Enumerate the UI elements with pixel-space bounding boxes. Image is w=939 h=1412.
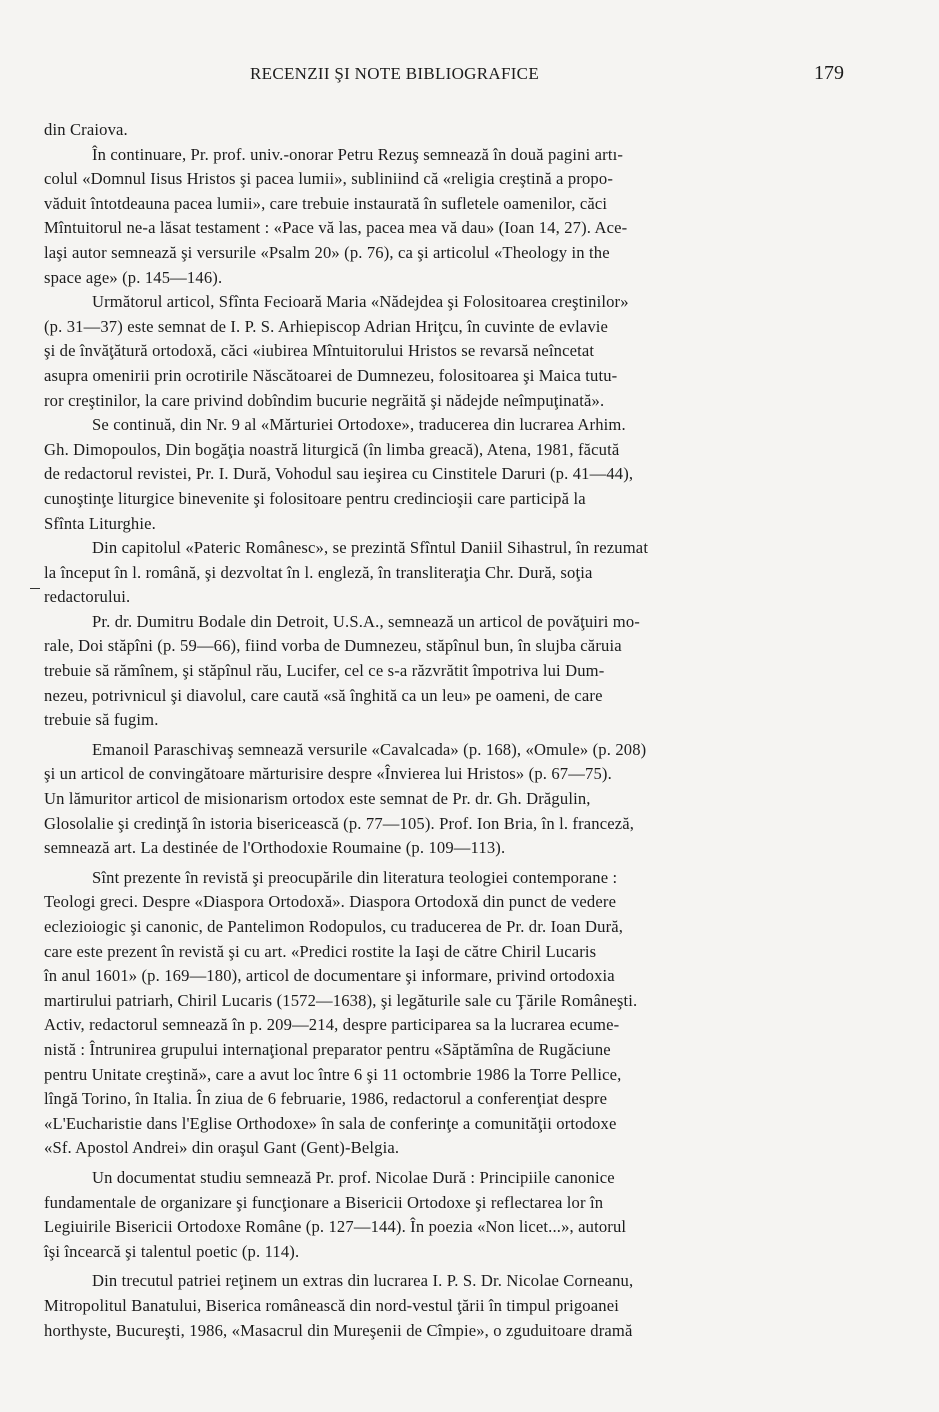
- paragraph: [44, 290, 858, 413]
- text-line: space age» (p. 145—146).: [44, 267, 223, 287]
- text-line: semnează art. La destinée de l'Orthodoxie Roumaine (p. 109—113).: [44, 838, 506, 858]
- text-line: pentru Unitate creştină», care a avut loc între 6 şi 11 octombrie 1986 la Torre Pellice,: [44, 1064, 622, 1084]
- text-line: cunoştinţe liturgice binevenite şi folositoare pentru credincioşii care participă la: [44, 488, 586, 508]
- text-line: nistă : Întrunirea grupului internaţional preparator pentru «Săptămîna de Rugăciune: [44, 1039, 611, 1059]
- text-line: Pr. dr. Dumitru Bodale din Detroit, U.S.A., semnează un articol de povăţuiri mo-: [92, 611, 640, 631]
- text-line: văduit întotdeauna pacea lumii», care trebuie instaurată în sufletele oamenilor, căci: [44, 193, 608, 213]
- text-line: martirului patriarh, Chiril Lucaris (1572—1638), şi legăturile sale cu Ţările Româneşti.: [44, 990, 638, 1010]
- text-line: Emanoil Paraschivaş semnează versurile «Cavalcada» (p. 168), «Omule» (p. 208): [92, 739, 647, 759]
- paragraph: [44, 1166, 858, 1264]
- text-line: rale, Doi stăpîni (p. 59—66), fiind vorba de Dumnezeu, stăpînul bun, în slujba căruia: [44, 636, 622, 656]
- text-line: laşi autor semnează şi versurile «Psalm 20» (p. 76), ca şi articolul «Theology in the: [44, 242, 610, 262]
- text-line: Din capitolul «Pateric Românesc», se prezintă Sfîntul Daniil Sihastrul, în rezumat: [92, 538, 649, 558]
- text-line: de redactorul revistei, Pr. I. Dură, Vohodul sau ieşirea cu Cinstitele Daruri (p. 41—44),: [44, 464, 634, 484]
- text-line: ror creştinilor, la care privind dobîndim bucurie negrăită şi nădejde neîmpuţinată».: [44, 390, 605, 410]
- text-line: Mitropolitul Banatului, Biserica românească din nord-vestul ţării în timpul prigoanei: [44, 1295, 619, 1315]
- text-line: colul «Domnul Iisus Hristos şi pacea lumii», subliniind că «religia creştină a propo-: [44, 169, 613, 189]
- text-line: Din trecutul patriei reţinem un extras din lucrarea I. P. S. Dr. Nicolae Corneanu,: [92, 1271, 634, 1291]
- text-line: «Sf. Apostol Andrei» din oraşul Gant (Gent)-Belgia.: [44, 1138, 400, 1158]
- text-line: eclezioiogic şi canonic, de Pantelimon Rodopulos, cu traducerea de Pr. dr. Ioan Dură,: [44, 917, 624, 936]
- text-line: şi un articol de convingătoare mărturisire despre «Învierea lui Hristos» (p. 67—75).: [44, 764, 612, 784]
- text-line: În continuare, Pr. prof. univ.-onorar Petru Rezuş semnează în două pagini artı-: [92, 144, 624, 164]
- text-line: Legiuirile Bisericii Ortodoxe Române (p. 127—144). În poezia «Non licet...», autorul: [44, 1217, 627, 1237]
- paragraph: [44, 143, 858, 291]
- text-line: îşi încearcă şi talentul poetic (p. 114).: [44, 1241, 300, 1261]
- text-line: Sfînta Liturghie.: [44, 513, 156, 533]
- text-line: nezeu, potrivnicul şi diavolul, care caută «să înghită ca un leu» pe oameni, de care: [44, 685, 603, 705]
- paragraph: [44, 866, 858, 1161]
- text-line: lîngă Torino, în Italia. În ziua de 6 februarie, 1986, redactorul a conferenţiat despre: [44, 1089, 608, 1109]
- paragraph: [44, 610, 858, 733]
- text-line: Gh. Dimopoulos, Din bogăţia noastră liturgică (în limba greacă), Atena, 1981, făcută: [44, 439, 620, 459]
- paragraph: [44, 738, 858, 861]
- text-line: fundamentale de organizare şi funcţionare a Bisericii Ortodoxe şi reflectarea lor în: [44, 1192, 604, 1212]
- text-line: din Craiova.: [44, 120, 128, 139]
- text-line: la început în l. română, şi dezvoltat în l. engleză, în transliteraţia Chr. Dură, soţia: [44, 562, 593, 582]
- paragraph: [44, 1269, 858, 1343]
- paragraph: [44, 536, 858, 610]
- text-line: redactorului.: [44, 587, 131, 607]
- text-line: Teologi greci. Despre «Diaspora Ortodoxă». Diaspora Ortodoxă din punct de vedere: [44, 892, 617, 912]
- text-line: Se continuă, din Nr. 9 al «Mărturiei Ortodoxe», traducerea din lucrarea Arhim.: [92, 415, 626, 435]
- text-line: Următorul articol, Sfînta Fecioară Maria «Nădejdea şi Folositoarea creştinilor»: [92, 292, 629, 312]
- text-line: «L'Eucharistie dans l'Eglise Orthodoxe» în sala de conferinţe a comunităţii ortodoxe: [44, 1113, 617, 1133]
- running-head: RECENZII ŞI NOTE BIBLIOGRAFICE: [250, 64, 540, 83]
- text-line: Mîntuitorul ne-a lăsat testament : «Pace vă las, pacea mea vă dau» (Ioan 14, 27). Ace-: [44, 218, 628, 238]
- text-line: horthyste, Bucureşti, 1986, «Masacrul din Mureşenii de Cîmpie», o zguduitoare dramă: [44, 1320, 633, 1340]
- page-header: [0, 64, 939, 88]
- text-line: Un documentat studiu semnează Pr. prof. Nicolae Dură : Principiile canonice: [92, 1167, 615, 1187]
- margin-mark: [30, 588, 40, 589]
- text-line: care este prezent în revistă şi cu art. «Predici rostite la Iaşi de către Chiril Lucaris: [44, 941, 597, 961]
- page-number: 179: [814, 62, 844, 84]
- text-line: în anul 1601» (p. 169—180), articol de documentare şi informare, privind ortodoxia: [44, 966, 615, 986]
- text-line: Un lămuritor articol de misionarism ortodox este semnat de Pr. dr. Gh. Drăgulin,: [44, 789, 591, 809]
- text-line: (p. 31—37) este semnat de I. P. S. Arhiepiscop Adrian Hriţcu, în cuvinte de evlavie: [44, 316, 609, 336]
- text-line: Sînt prezente în revistă şi preocupările din literatura teologiei contemporane :: [92, 867, 618, 887]
- text-line: trebuie să rămînem, şi stăpînul rău, Lucifer, cel ce s-a răzvrătit împotriva lui Dum-: [44, 661, 605, 681]
- text-line: şi de învăţătură ortodoxă, căci «iubirea Mîntuitorului Hristos se revarsă neîncetat: [44, 341, 595, 361]
- body-text: [44, 118, 858, 1343]
- text-line: Activ, redactorul semnează în p. 209—214, despre participarea sa la lucrarea ecume-: [44, 1015, 620, 1035]
- text-line: asupra omenirii prin ocrotirile Născătoarei de Dumnezeu, folositoarea şi Maica tutu-: [44, 365, 618, 385]
- paragraph: [44, 413, 858, 536]
- text-line: trebuie să fugim.: [44, 710, 159, 730]
- text-line: Glosolalie şi credinţă în istoria bisericească (p. 77—105). Prof. Ion Bria, în l. franceză,: [44, 813, 635, 833]
- paragraph: [44, 118, 858, 143]
